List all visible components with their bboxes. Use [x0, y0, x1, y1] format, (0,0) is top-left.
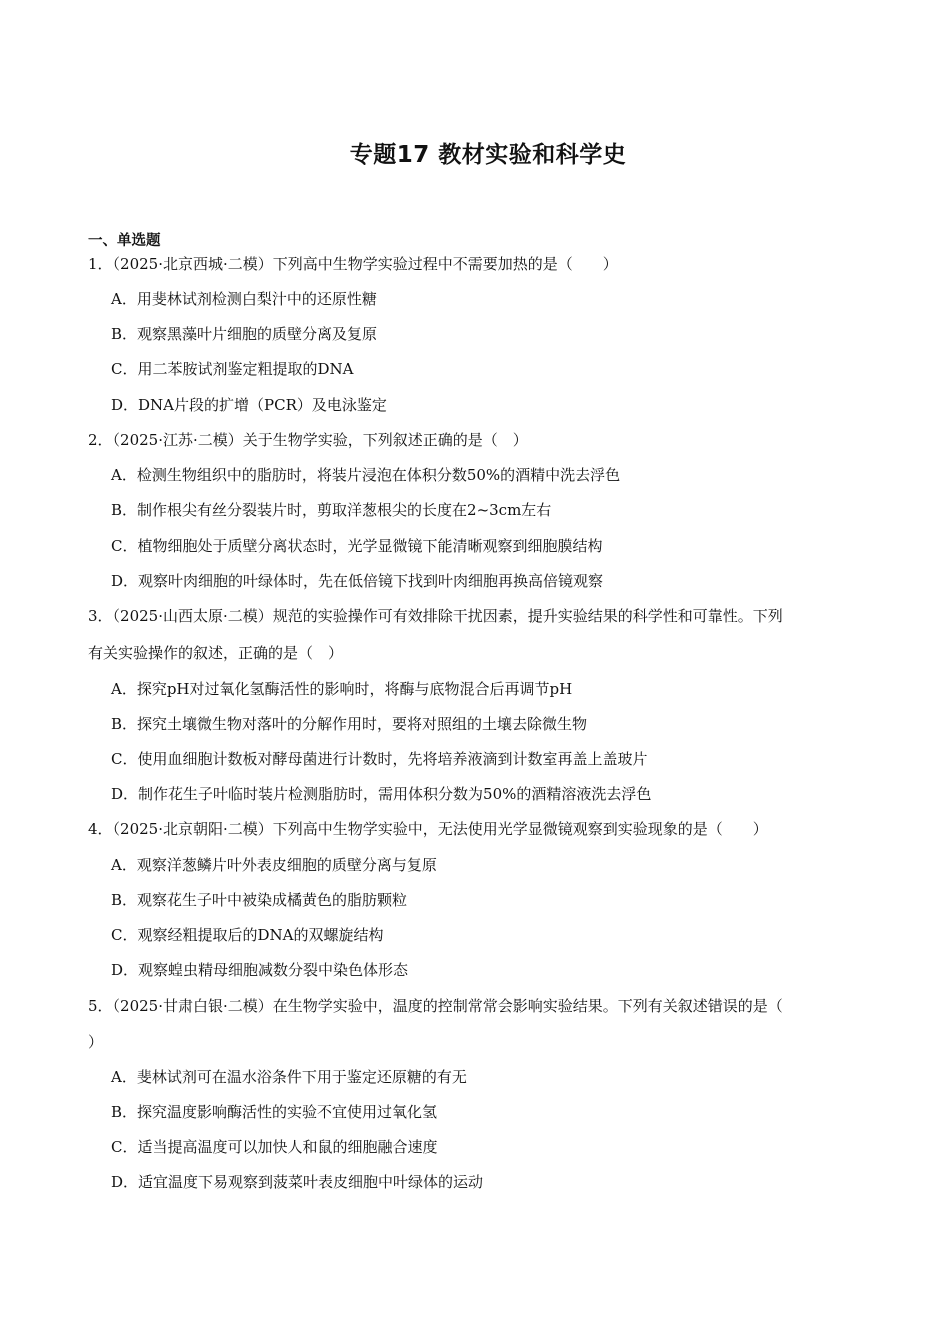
question-1-option-c: C．用二苯胺试剂鉴定粗提取的DNA — [111, 360, 354, 378]
question-3-stem-continued: 有关实验操作的叙述，正确的是（ ） — [88, 644, 344, 662]
document-title: 专题17 教材实验和科学史 — [349, 142, 627, 168]
question-5-option-a: A．斐林试剂可在温水浴条件下用于鉴定还原糖的有无 — [111, 1068, 467, 1086]
question-3-option-d: D．制作花生子叶临时装片检测脂肪时，需用体积分数为50%的酒精溶液洗去浮色 — [111, 785, 652, 803]
question-4-option-d: D．观察蝗虫精母细胞减数分裂中染色体形态 — [111, 961, 409, 979]
question-3-option-b: B．探究土壤微生物对落叶的分解作用时，要将对照组的土壤去除微生物 — [111, 715, 588, 733]
question-2-option-d: D．观察叶肉细胞的叶绿体时，先在低倍镜下找到叶肉细胞再换高倍镜观察 — [111, 572, 604, 590]
question-5-option-d: D．适宜温度下易观察到菠菜叶表皮细胞中叶绿体的运动 — [111, 1173, 484, 1191]
question-1-option-b: B．观察黑藻叶片细胞的质壁分离及复原 — [111, 325, 378, 343]
question-2-option-a: A．检测生物组织中的脂肪时，将装片浸泡在体积分数50%的酒精中洗去浮色 — [111, 466, 621, 484]
question-2-option-b: B．制作根尖有丝分裂装片时，剪取洋葱根尖的长度在2~3cm左右 — [111, 501, 552, 519]
question-4-stem: 4．（2025·北京朝阳·二模）下列高中生物学实验中，无法使用光学显微镜观察到实验现象的是（ ） — [88, 820, 768, 838]
question-5-option-c: C．适当提高温度可以加快人和鼠的细胞融合速度 — [111, 1138, 438, 1156]
question-3-option-a: A．探究pH对过氧化氢酶活性的影响时，将酶与底物混合后再调节pH — [111, 680, 573, 698]
question-4-option-b: B．观察花生子叶中被染成橘黄色的脂肪颗粒 — [111, 891, 408, 909]
question-3-option-c: C．使用血细胞计数板对酵母菌进行计数时，先将培养液滴到计数室再盖上盖玻片 — [111, 750, 648, 768]
question-1-option-a: A．用斐林试剂检测白梨汁中的还原性糖 — [111, 290, 377, 308]
question-5-stem-continued: ） — [88, 1033, 104, 1051]
question-5-stem: 5．（2025·甘肃白银·二模）在生物学实验中，温度的控制常常会影响实验结果。下列有关叙述错误的是（ — [88, 997, 783, 1015]
question-3-stem: 3．（2025·山西太原·二模）规范的实验操作可有效排除干扰因素，提升实验结果的科学性和可靠性。下列 — [88, 607, 783, 625]
question-1-stem: 1．（2025·北京西城·二模）下列高中生物学实验过程中不需要加热的是（ ） — [88, 255, 618, 273]
question-4-option-a: A．观察洋葱鳞片叶外表皮细胞的质壁分离与复原 — [111, 856, 437, 874]
question-2-option-c: C．植物细胞处于质壁分离状态时，光学显微镜下能清晰观察到细胞膜结构 — [111, 537, 603, 555]
question-2-stem: 2．（2025·江苏·二模）关于生物学实验，下列叙述正确的是（ ） — [88, 431, 528, 449]
question-1-option-d: D．DNA片段的扩增（PCR）及电泳鉴定 — [111, 396, 387, 414]
question-5-option-b: B．探究温度影响酶活性的实验不宜使用过氧化氢 — [111, 1103, 438, 1121]
question-4-option-c: C．观察经粗提取后的DNA的双螺旋结构 — [111, 926, 384, 944]
section-heading: 一、单选题 — [88, 233, 161, 249]
